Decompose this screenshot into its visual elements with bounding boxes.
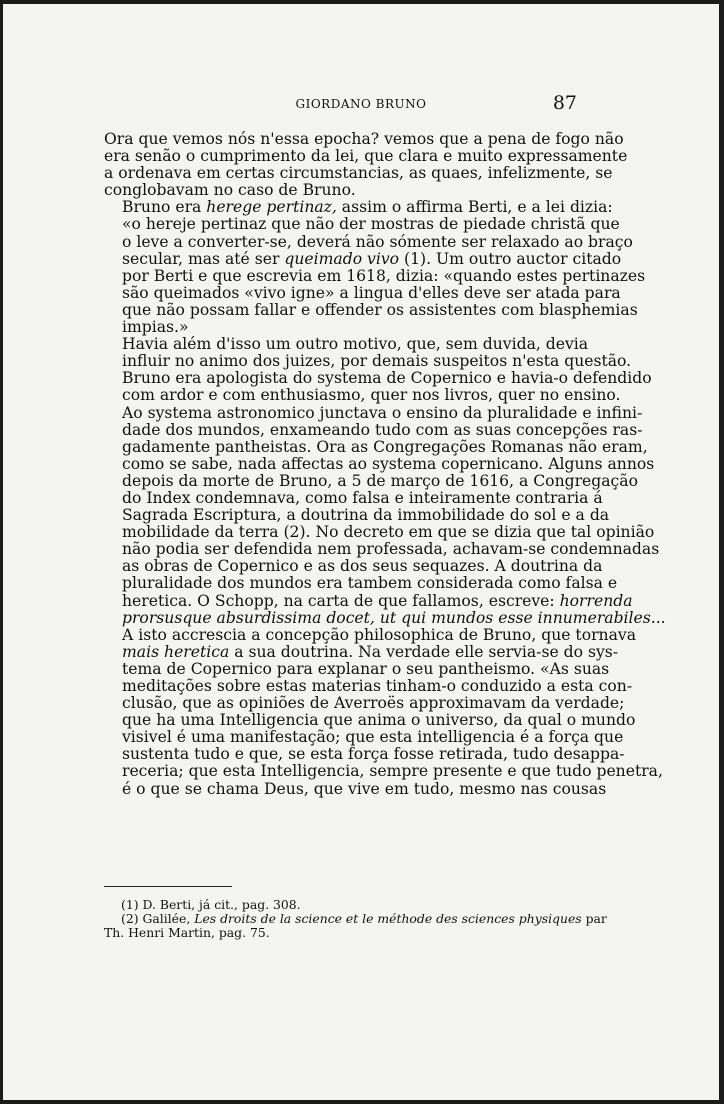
text-line: clusão, que as opiniões de Averroës approximavam da verdade; [122, 694, 625, 713]
text-line: pluralidade dos mundos era tambem considerada como falsa e [122, 574, 618, 593]
text-line: visivel é uma manifestação; que esta intelligencia é a força que [122, 728, 624, 747]
running-head-title: GIORDANO BRUNO [295, 97, 427, 111]
text-line: mais heretica a sua doutrina. Na verdade elle servia-se do sys- [122, 642, 619, 661]
body-text [104, 130, 666, 798]
text-line: influir no animo dos juizes, por demais suspeitos n'esta questão. [122, 352, 632, 371]
text-line: Havia além d'isso um outro motivo, que, sem duvida, devia [122, 335, 589, 354]
book-page [3, 4, 719, 1100]
text-line: que ha uma Intelligencia que anima o universo, da qual o mundo [122, 711, 636, 730]
text-line: impias.» [122, 318, 189, 337]
text-line: receria; que esta Intelligencia, sempre presente e que tudo penetra, [122, 762, 663, 781]
text-line: como se sabe, nada affectas ao systema copernicano. Alguns annos [122, 454, 655, 473]
text-line: do Index condemnava, como falsa e inteiramente contraria á [122, 488, 603, 507]
footnote-rule [104, 886, 232, 887]
paragraph [104, 130, 628, 200]
text-line: meditações sobre estas materias tinham-o conduzido a esta con- [122, 677, 633, 695]
paragraph [104, 335, 666, 627]
text-line: heretica. O Schopp, na carta de que fallamos, escreve: horrenda [122, 591, 633, 610]
text-line: com ardor e com enthusiasmo, quer nos livros, quer no ensino. [122, 386, 621, 405]
footnote-line: Th. Henri Martin, pag. 75. [104, 925, 270, 940]
text-line: o leve a converter-se, deverá não sómente ser relaxado ao braço [122, 232, 633, 251]
text-line: não podia ser defendida nem professada, achavam-se condemnadas [122, 540, 660, 559]
text-line: tema de Copernico para explanar o seu pantheismo. «As suas [122, 659, 610, 678]
footnote-line: (1) D. Berti, já cit., pag. 308. [121, 897, 301, 912]
text-line: prorsusque absurdissima docet, ut qui mundos esse innumerabiles... [122, 608, 666, 627]
text-line: mobilidade da terra (2). No decreto em que se dizia que tal opinião [122, 523, 655, 542]
text-line: Sagrada Escriptura, a doutrina da immobilidade do sol e a da [122, 506, 610, 525]
text-line: depois da morte de Bruno, a 5 de março de 1616, a Congregação [122, 471, 638, 490]
text-line: Bruno era apologista do systema de Copernico e havia-o defendido [122, 369, 652, 388]
text-line: a ordenava em certas circumstancias, as quaes, infelizmente, se [104, 164, 613, 183]
footnotes [104, 897, 607, 940]
text-line: Ora que vemos nós n'essa epocha? vemos que a pena de fogo não [104, 130, 624, 148]
text-line: Ao systema astronomico junctava o ensino da pluralidade e infini- [122, 403, 643, 422]
text-line: conglobavam no caso de Bruno. [104, 181, 356, 200]
text-line: sustenta tudo e que, se esta força fosse retirada, tudo desappa- [122, 745, 625, 764]
text-line: são queimados «vivo igne» a lingua d'elles deve ser atada para [122, 283, 621, 302]
text-line: A isto accrescia a concepção philosophica de Bruno, que tornava [122, 625, 636, 644]
footnote-line: (2) Galilée, Les droits de la science et le méthode des sciences physiques par [121, 911, 607, 926]
text-line: é o que se chama Deus, que vive em tudo, mesmo nas cousas [122, 779, 607, 798]
text-line: Bruno era herege pertinaz, assim o affirma Berti, e a lei dizia: [122, 198, 613, 217]
text-line: gadamente pantheistas. Ora as Congregações Romanas não eram, [122, 437, 648, 456]
text-line: secular, mas até ser queimado vivo (1). Um outro auctor citado [122, 249, 622, 268]
paragraph [104, 198, 646, 337]
running-head [3, 92, 719, 116]
page-number: 87 [552, 92, 577, 114]
text-line: que não possam fallar e offender os assistentes com blasphemias [122, 300, 638, 319]
paragraph [104, 625, 663, 798]
text-line: «o hereje pertinaz que não der mostras de piedade christã que [122, 215, 620, 234]
text-line: dade dos mundos, enxameando tudo com as suas concepções ras- [122, 420, 643, 439]
text-line: era senão o cumprimento da lei, que clara e muito expressamente [104, 147, 628, 166]
text-line: as obras de Copernico e as dos seus sequazes. A doutrina da [122, 557, 603, 576]
text-line: por Berti e que escrevia em 1618, dizia: «quando estes pertinazes [122, 266, 646, 285]
